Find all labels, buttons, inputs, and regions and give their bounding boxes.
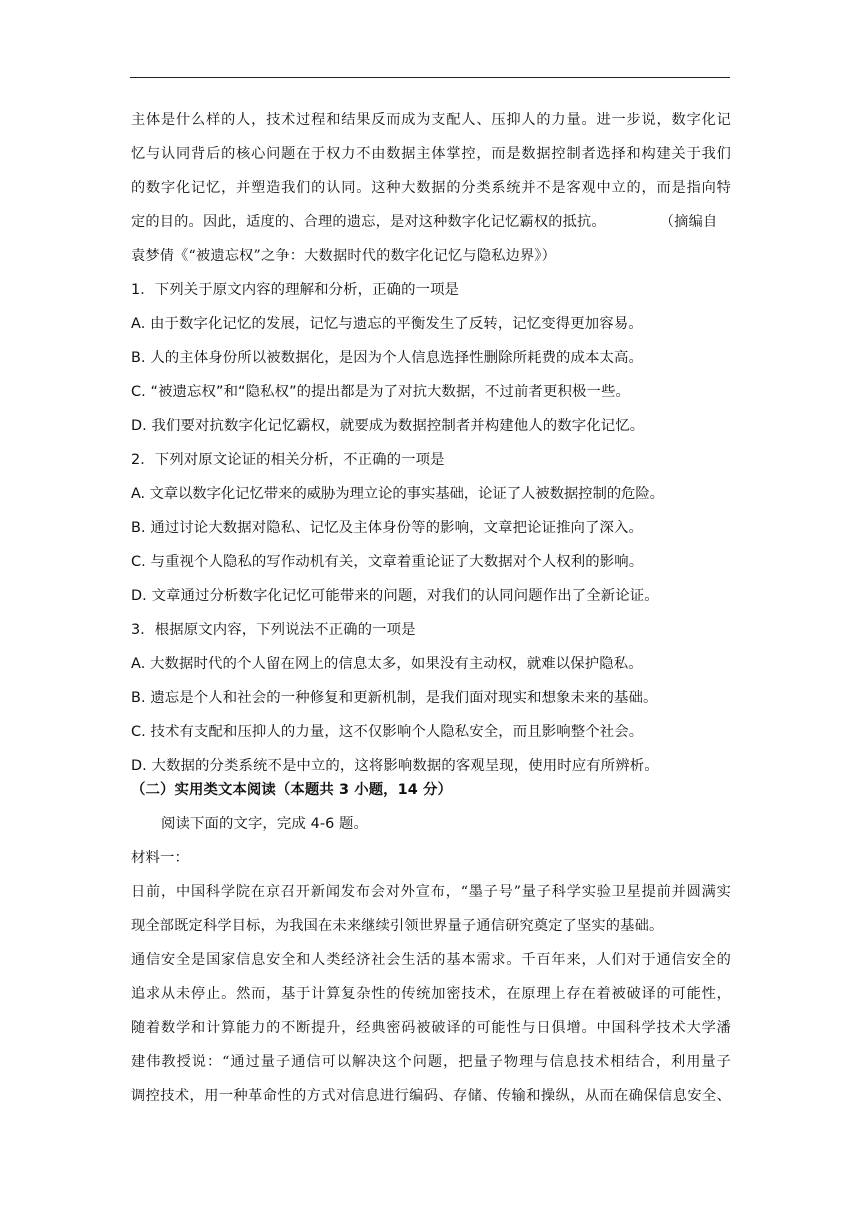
question-3-option-c: C. 技术有支配和压抑人的力量，这不仅影响个人隐私安全，而且影响整个社会。 (131, 724, 644, 740)
question-2-option-c: C. 与重视个人隐私的写作动机有关，文章着重论证了大数据对个人权利的影响。 (131, 554, 644, 570)
source-label: （摘编自 (659, 214, 718, 230)
question-1-option-c: C. “被遗忘权”和“隐私权”的提出都是为了对抗大数据，不过前者更积极一些。 (131, 384, 630, 400)
question-3-option-b: B. 遗忘是个人和社会的一种修复和更新机制，是我们面对现实和想象未来的基础。 (131, 690, 658, 706)
passage-text: 定的目的。因此，适度的、合理的遗忘，是对这种数字化记忆霸权的抵抗。 (131, 214, 606, 230)
question-3-option-d: D. 大数据的分类系统不是中立的，这将影响数据的客观呈现，使用时应有所辨析。 (131, 758, 659, 774)
material-line: 现全部既定科学目标，为我国在未来继续引领世界量子通信研究奠定了坚实的基础。 (131, 918, 664, 934)
section-heading: （二）实用类文本阅读（本题共 3 小题，14 分） (131, 782, 452, 798)
question-3-option-a: A. 大数据时代的个人留在网上的信息太多，如果没有主动权，就难以保护隐私。 (131, 656, 643, 672)
material-line: 建伟教授说：“通过量子通信可以解决这个问题，把量子物理与信息技术相结合，利用量子 (131, 1054, 731, 1070)
question-1-option-a: A. 由于数字化记忆的发展，记忆与遗忘的平衡发生了反转，记忆变得更加容易。 (131, 316, 643, 332)
passage-line: 的数字化记忆，并塑造我们的认同。这种大数据的分类系统并不是客观中立的，而是指向特 (131, 180, 731, 196)
question-2-stem: 2．下列对原文论证的相关分析，不正确的一项是 (131, 452, 445, 468)
source-citation: 袁梦倩《“被遗忘权”之争：大数据时代的数字化记忆与隐私边界》） (131, 248, 557, 264)
question-2-option-d: D. 文章通过分析数字化记忆可能带来的问题，对我们的认同问题作出了全新论证。 (131, 588, 659, 604)
question-2-option-a: A. 文章以数字化记忆带来的威胁为理立论的事实基础，论证了人被数据控制的危险。 (131, 486, 664, 502)
question-3-stem: 3．根据原文内容，下列说法不正确的一项是 (131, 622, 416, 638)
material-line: 通信安全是国家信息安全和人类经济社会生活的基本需求。千百年来，人们对于通信安全的 (131, 952, 731, 968)
header-rule (130, 77, 730, 78)
reading-instruction: 阅读下面的文字，完成 4-6 题。 (161, 816, 369, 832)
material-label: 材料一： (131, 850, 189, 866)
passage-line: 主体是什么样的人，技术过程和结果反而成为支配人、压抑人的力量。进一步说，数字化记 (131, 112, 731, 128)
material-line: 随着数学和计算能力的不断提升，经典密码被破译的可能性与日俱增。中国科学技术大学潘 (131, 1020, 731, 1036)
question-1-option-d: D. 我们要对抗数字化记忆霸权，就要成为数据控制者并构建他人的数字化记忆。 (131, 418, 645, 434)
material-line: 追求从未停止。然而，基于计算复杂性的传统加密技术，在原理上存在着被破译的可能性， (131, 986, 731, 1002)
material-line: 日前，中国科学院在京召开新闻发布会对外宣布，“墨子号”量子科学实验卫星提前并圆满实 (131, 884, 731, 900)
question-2-option-b: B. 通过讨论大数据对隐私、记忆及主体身份等的影响，文章把论证推向了深入。 (131, 520, 644, 536)
question-1-stem: 1．下列关于原文内容的理解和分析，正确的一项是 (131, 282, 460, 298)
material-line: 调控技术，用一种革命性的方式对信息进行编码、存储、传输和操纵，从而在确保信息安全、 (131, 1088, 731, 1104)
passage-line-last (131, 212, 731, 232)
question-1-option-b: B. 人的主体身份所以被数据化，是因为个人信息选择性删除所耗费的成本太高。 (131, 350, 644, 366)
passage-line: 忆与认同背后的核心问题在于权力不由数据主体掌控，而是数据控制者选择和构建关于我们 (131, 146, 731, 162)
